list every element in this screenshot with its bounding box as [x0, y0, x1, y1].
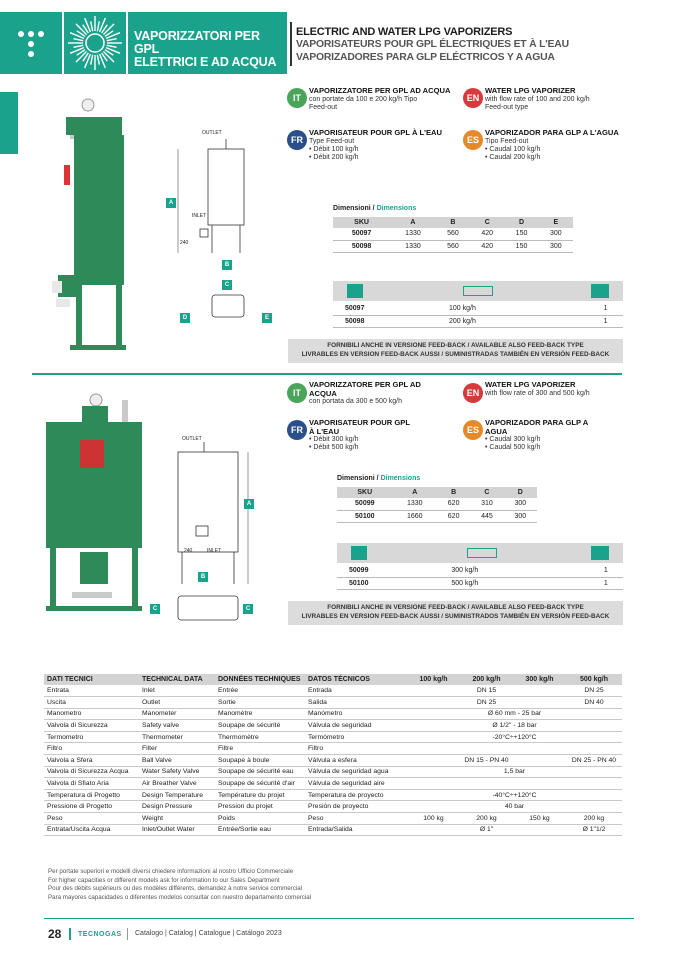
desc-es-title: VAPORIZADOR PARA GLP A L'AGUA: [485, 128, 619, 137]
tech-value: Ø 1/2" - 18 bar: [407, 720, 622, 732]
dim-tag-d: D: [180, 313, 190, 323]
dim-cell: 420: [470, 240, 504, 252]
desc-it-title: ACQUA: [309, 388, 337, 398]
title-line2: ELETTRICI E AD ACQUA: [134, 55, 277, 69]
lang-badge-en: EN: [463, 383, 483, 403]
table-row: [333, 240, 573, 252]
flow-table-2: [337, 565, 623, 590]
desc-en-1: [485, 87, 625, 112]
flow-cell: 50097: [333, 303, 449, 315]
dim-cell: 50097: [333, 228, 390, 240]
tech-label: Filtre: [215, 743, 305, 755]
tech-label: Ball Valve: [139, 755, 215, 767]
desc-en-line: with flow rate of 100 and 200 kg/h: [485, 95, 590, 103]
tech-label: Outlet: [139, 697, 215, 709]
lang-badge-it: IT: [287, 383, 307, 403]
vaporizer-photo-2: [42, 392, 144, 614]
tech-label: Soupape à boule: [215, 755, 305, 767]
footnote-line: Per portate superiori e modelli diversi chiedere informazioni al nostro Ufficio Commerciale: [48, 868, 294, 875]
tech-label: Design Pressure: [139, 801, 215, 813]
page-bar: [69, 928, 71, 940]
tech-label: Temperatura di Progetto: [44, 789, 139, 801]
flow-table-1: [333, 303, 623, 328]
desc-en-title: WATER LPG VAPORIZER: [485, 86, 576, 95]
tech-value: [407, 778, 622, 790]
desc-en-title: WATER LPG VAPORIZER: [485, 380, 576, 389]
desc-es-line: Tipo Feed-out: [485, 137, 529, 145]
dim-cell: 300: [504, 510, 537, 522]
dim-cell: 300: [539, 228, 573, 240]
dim-tag-c: C: [222, 280, 232, 290]
header-divider: [290, 22, 292, 66]
tech-label: Válvula de seguridad: [305, 720, 407, 732]
dim-cell: 560: [436, 228, 470, 240]
note-line: LIVRABLES EN VERSION FEED-BACK AUSSI / SUMINISTRADAS TAMBIÉN EN VERSIÓN FEED-BACK: [301, 351, 610, 358]
tech-label: Inlet/Outlet Water: [139, 824, 215, 836]
dim-heading-2: [337, 475, 420, 482]
table-row: [333, 315, 623, 327]
tech-label: Manometer: [139, 708, 215, 720]
tech-value: 200 kg: [460, 813, 513, 825]
dim-tag-c: C: [243, 604, 253, 614]
tech-label: Pressione di Progetto: [44, 801, 139, 813]
tech-label: Soupape de sécurité d'air: [215, 778, 305, 790]
tech-header: 200 kg/h: [460, 674, 513, 685]
tech-label: Manomètre: [215, 708, 305, 720]
dim-header: A: [393, 487, 437, 498]
dim-cell: 50099: [337, 498, 393, 510]
tech-label: Peso: [44, 813, 139, 825]
note-line: FORNIBILI ANCHE IN VERSIONE FEED-BACK / AVAILABLE ALSO FEED-BACK TYPE: [327, 604, 584, 611]
desc-fr-2: [309, 419, 459, 452]
tech-label: Design Temperature: [139, 789, 215, 801]
lang-badge-en: EN: [463, 88, 483, 108]
tech-header: DATI TECNICI: [44, 674, 139, 685]
tech-label: Valvola di Sicurezza: [44, 720, 139, 732]
dim-header: A: [390, 217, 436, 228]
dim-heading-en: Dimensions: [376, 205, 417, 212]
dim-cell: 300: [539, 240, 573, 252]
subtitle-es: VAPORIZADORES PARA GLP ELÉCTRICOS Y A AGUA: [296, 52, 555, 63]
desc-es-line: • Caudal 500 kg/h: [485, 444, 541, 451]
tech-label: Valvola di Sicurezza Acqua: [44, 766, 139, 778]
tech-label: Safety valve: [139, 720, 215, 732]
page-number: 28: [48, 927, 62, 941]
label-inlet-1: INLET: [192, 213, 207, 219]
dim-header: SKU: [333, 217, 390, 228]
desc-es-2: [485, 419, 625, 452]
tech-header: DONNÉES TECHNIQUES: [215, 674, 305, 685]
vaporizer-photo-1: [46, 95, 142, 357]
tech-label: Thermometer: [139, 731, 215, 743]
dim-cell: 445: [470, 510, 503, 522]
desc-fr-line: • Débit 300 kg/h: [309, 436, 359, 443]
lang-badge-it: IT: [287, 88, 307, 108]
flow-cell: 1: [588, 315, 623, 327]
tech-label: Manómetro: [305, 708, 407, 720]
tech-label: Water Safety Valve: [139, 766, 215, 778]
tech-label: Válvula de seguridad agua: [305, 766, 407, 778]
dim-cell: 150: [504, 228, 538, 240]
tech-value: DN 40: [566, 697, 622, 709]
table-row: [44, 755, 622, 767]
footer-line: [44, 918, 634, 919]
dim-header: SKU: [337, 487, 393, 498]
tech-label: Valvola a Sfera: [44, 755, 139, 767]
footnote-line: For higher capacities or different models ask for information to our Sales Department: [48, 876, 280, 884]
desc-es-line: • Caudal 200 kg/h: [485, 153, 541, 161]
tech-label: Filter: [139, 743, 215, 755]
flow-cell: 300 kg/h: [451, 565, 588, 577]
dim-cell: 420: [470, 228, 504, 240]
dim-cell: 620: [437, 510, 470, 522]
desc-en-2: [485, 381, 625, 398]
dim-cell: 310: [470, 498, 503, 510]
label-240-1: 240: [180, 240, 189, 246]
dim-tag-e: E: [262, 313, 272, 323]
search-sku-icon: [351, 546, 367, 560]
desc-es-title: AGUA: [485, 426, 508, 436]
tech-value: 100 kg: [407, 813, 460, 825]
package-icon: [591, 284, 609, 298]
tech-label: Air Breather Valve: [139, 778, 215, 790]
table-row: [44, 743, 622, 755]
tech-header: 100 kg/h: [407, 674, 460, 685]
table-row: [44, 824, 622, 836]
flow-header-band-2: [337, 543, 623, 563]
tech-label: Sortie: [215, 697, 305, 709]
dim-cell: 560: [436, 240, 470, 252]
dim-heading-1: [333, 205, 416, 212]
tech-header: DATOS TÉCNICOS: [305, 674, 407, 685]
table-row: [44, 685, 622, 697]
tech-label: Entrata/Uscita Acqua: [44, 824, 139, 836]
technical-data-table: [44, 674, 622, 836]
desc-it-2: [309, 381, 459, 406]
table-row: [337, 577, 623, 589]
table-row: [44, 813, 622, 825]
table-row: [44, 731, 622, 743]
flow-cell: 1: [589, 577, 623, 589]
tech-header: 500 kg/h: [566, 674, 622, 685]
tech-value: -40°C÷+120°C: [407, 789, 622, 801]
side-tab: [0, 92, 18, 154]
flow-cell: 1: [589, 565, 623, 577]
dim-header: C: [470, 217, 504, 228]
tech-value: Ø 1"1/2: [566, 824, 622, 836]
dimensions-table-1: [333, 217, 573, 253]
table-row: [44, 801, 622, 813]
tech-label: Entrata: [44, 685, 139, 697]
dim-cell: 1660: [393, 510, 437, 522]
sunburst-icon: [64, 12, 126, 74]
tech-label: Salida: [305, 697, 407, 709]
tech-value: Ø 1": [407, 824, 566, 836]
tech-label: Valvola di Sfiato Aria: [44, 778, 139, 790]
tech-label: Presión de proyecto: [305, 801, 407, 813]
tech-value: DN 25: [407, 697, 566, 709]
dim-tag-b: B: [198, 572, 208, 582]
package-icon: [591, 546, 609, 560]
lang-badge-es: ES: [463, 420, 483, 440]
tech-label: Filtro: [44, 743, 139, 755]
dim-tag-b: B: [222, 260, 232, 270]
tech-label: Válvula a esfera: [305, 755, 407, 767]
desc-es-1: [485, 129, 625, 162]
tech-value: DN 15: [407, 685, 566, 697]
tech-label: Inlet: [139, 685, 215, 697]
dim-header: C: [470, 487, 503, 498]
note-line: LIVRABLES EN VERSION FEED-BACK AUSSI / SUMINISTRADOS TAMBIÉN EN VERSIÓN FEED-BACK: [301, 613, 610, 620]
dim-tag-a: A: [244, 499, 254, 509]
table-row: [44, 778, 622, 790]
catalog-label: Catalogo | Catalog | Catalogue | Catálogo 2023: [135, 930, 282, 937]
table-row: [44, 708, 622, 720]
desc-fr-line: • Débit 500 kg/h: [309, 444, 359, 451]
table-row: [337, 498, 537, 510]
flow-cell: 500 kg/h: [451, 577, 588, 589]
tech-value: DN 25: [566, 685, 622, 697]
table-row: [337, 510, 537, 522]
tech-label: Peso: [305, 813, 407, 825]
desc-es-title: VAPORIZADOR PARA GLP A: [485, 418, 589, 427]
tech-label: Manometro: [44, 708, 139, 720]
technical-drawing-1: [164, 125, 276, 335]
dim-cell: 1330: [390, 240, 436, 252]
brand-logo: [0, 12, 62, 74]
footnote-line: Pour des débits supérieurs ou des modèles différents, demandez à notre service commercial: [48, 885, 303, 892]
dim-heading-it: Dimensioni /: [333, 205, 377, 212]
desc-fr-title: À L'EAU: [309, 426, 340, 436]
tech-value: 1,5 bar: [407, 766, 622, 778]
desc-en-line: with flow rate of 300 and 500 kg/h: [485, 389, 590, 397]
label-outlet-2: OUTLET: [182, 436, 202, 442]
label-outlet-1: OUTLET: [202, 130, 222, 136]
brand-name: TECNOGAS: [78, 931, 122, 938]
tech-label: Soupape de sécurité: [215, 720, 305, 732]
label-inlet-2: INLET: [207, 548, 222, 554]
dim-cell: 150: [504, 240, 538, 252]
desc-es-line: • Caudal 100 kg/h: [485, 145, 541, 153]
tech-value: 40 bar: [407, 801, 622, 813]
flow-rate-icon: [467, 548, 497, 558]
tech-value: Ø 60 mm - 25 bar: [407, 708, 622, 720]
subtitle-fr: VAPORISATEURS POUR GPL ÉLECTRIQUES ET À L'EAU: [296, 39, 569, 50]
tech-label: Filtro: [305, 743, 407, 755]
desc-fr-title: VAPORISATEUR POUR GPL: [309, 418, 410, 427]
flow-cell: 50099: [337, 565, 451, 577]
tech-value: [407, 743, 622, 755]
tech-value: 150 kg: [513, 813, 566, 825]
table-row: [44, 720, 622, 732]
search-sku-icon: [347, 284, 363, 298]
dim-cell: 1330: [393, 498, 437, 510]
desc-it-1: [309, 87, 459, 112]
dim-header: E: [539, 217, 573, 228]
table-row: [44, 766, 622, 778]
table-row: [333, 303, 623, 315]
tech-label: Entrée/Sortie eau: [215, 824, 305, 836]
tech-value: 200 kg: [566, 813, 622, 825]
tech-label: Thermomètre: [215, 731, 305, 743]
label-240-2: 240: [184, 548, 193, 554]
table-row: [44, 789, 622, 801]
note-line: FORNIBILI ANCHE IN VERSIONE FEED-BACK / AVAILABLE ALSO FEED-BACK TYPE: [327, 342, 584, 349]
dim-cell: 300: [504, 498, 537, 510]
tech-label: Entrada/Salida: [305, 824, 407, 836]
dim-cell: 1330: [390, 228, 436, 240]
table-row: [333, 228, 573, 240]
tech-label: Termometro: [44, 731, 139, 743]
tech-label: Válvula de seguridad aire: [305, 778, 407, 790]
tech-label: Uscita: [44, 697, 139, 709]
tech-value: -20°C÷+120°C: [407, 731, 622, 743]
flow-cell: 50100: [337, 577, 451, 589]
dim-header: B: [436, 217, 470, 228]
section-separator: [32, 373, 622, 375]
footnote: [48, 868, 311, 902]
desc-it-line: con portate da 100 e 200 kg/h Tipo: [309, 95, 418, 103]
table-row: [337, 565, 623, 577]
flow-rate-icon: [463, 286, 493, 296]
tech-label: Entrada: [305, 685, 407, 697]
page-title: [128, 12, 287, 74]
dim-heading-en: Dimensions: [380, 475, 421, 482]
flow-cell: 100 kg/h: [449, 303, 588, 315]
dim-cell: 620: [437, 498, 470, 510]
flow-header-band-1: [333, 281, 623, 301]
lang-badge-es: ES: [463, 130, 483, 150]
desc-en-line: Feed-out type: [485, 103, 529, 111]
dim-header: D: [504, 217, 538, 228]
tech-value: DN 15 - PN 40: [407, 755, 566, 767]
desc-it-line: Feed-out: [309, 103, 338, 111]
tech-label: Entrée: [215, 685, 305, 697]
dim-heading-it: Dimensioni /: [337, 475, 381, 482]
desc-fr-line: Type Feed-out: [309, 137, 355, 145]
technical-drawing-2: [148, 430, 266, 625]
tech-label: Pression du projet: [215, 801, 305, 813]
dim-cell: 50098: [333, 240, 390, 252]
flow-cell: 200 kg/h: [449, 315, 588, 327]
dim-cell: 50100: [337, 510, 393, 522]
tech-label: Weight: [139, 813, 215, 825]
desc-it-title: VAPORIZZATORE PER GPL AD: [309, 380, 421, 389]
desc-fr-title: VAPORISATEUR POUR GPL À L'EAU: [309, 128, 443, 137]
dim-tag-a: A: [166, 198, 176, 208]
tech-header: TECHNICAL DATA: [139, 674, 215, 685]
desc-it-line: con portata da 300 e 500 kg/h: [309, 398, 403, 405]
tech-value: DN 25 - PN 40: [566, 755, 622, 767]
desc-it-title: VAPORIZZATORE PER GPL AD ACQUA: [309, 86, 451, 95]
tech-label: Poids: [215, 813, 305, 825]
desc-es-line: • Caudal 300 kg/h: [485, 436, 541, 443]
tech-label: Température du projet: [215, 789, 305, 801]
tech-header: 300 kg/h: [513, 674, 566, 685]
desc-fr-line: • Débit 200 kg/h: [309, 153, 359, 161]
flow-cell: 50098: [333, 315, 449, 327]
feedback-note-1: [288, 339, 623, 363]
table-row: [44, 697, 622, 709]
footnote-line: Para mayores capacidades o diferentes modelos consultar con nuestro departamento comercial: [48, 893, 312, 901]
dim-header: D: [504, 487, 537, 498]
dim-tag-c: C: [150, 604, 160, 614]
tech-label: Temperatura de proyecto: [305, 789, 407, 801]
lang-badge-fr: FR: [287, 420, 307, 440]
dim-header: B: [437, 487, 470, 498]
lang-badge-fr: FR: [287, 130, 307, 150]
desc-fr-line: • Débit 100 kg/h: [309, 145, 359, 153]
subtitle-en: ELECTRIC AND WATER LPG VAPORIZERS: [296, 26, 513, 38]
tech-label: Termómetro: [305, 731, 407, 743]
flow-cell: 1: [588, 303, 623, 315]
feedback-note-2: [288, 601, 623, 625]
tech-label: Soupape de sécurité eau: [215, 766, 305, 778]
desc-fr-1: [309, 129, 459, 162]
title-line1: VAPORIZZATORI PER GPL: [134, 29, 260, 56]
catalog-divider: [127, 928, 128, 940]
dimensions-table-2: [337, 487, 537, 523]
